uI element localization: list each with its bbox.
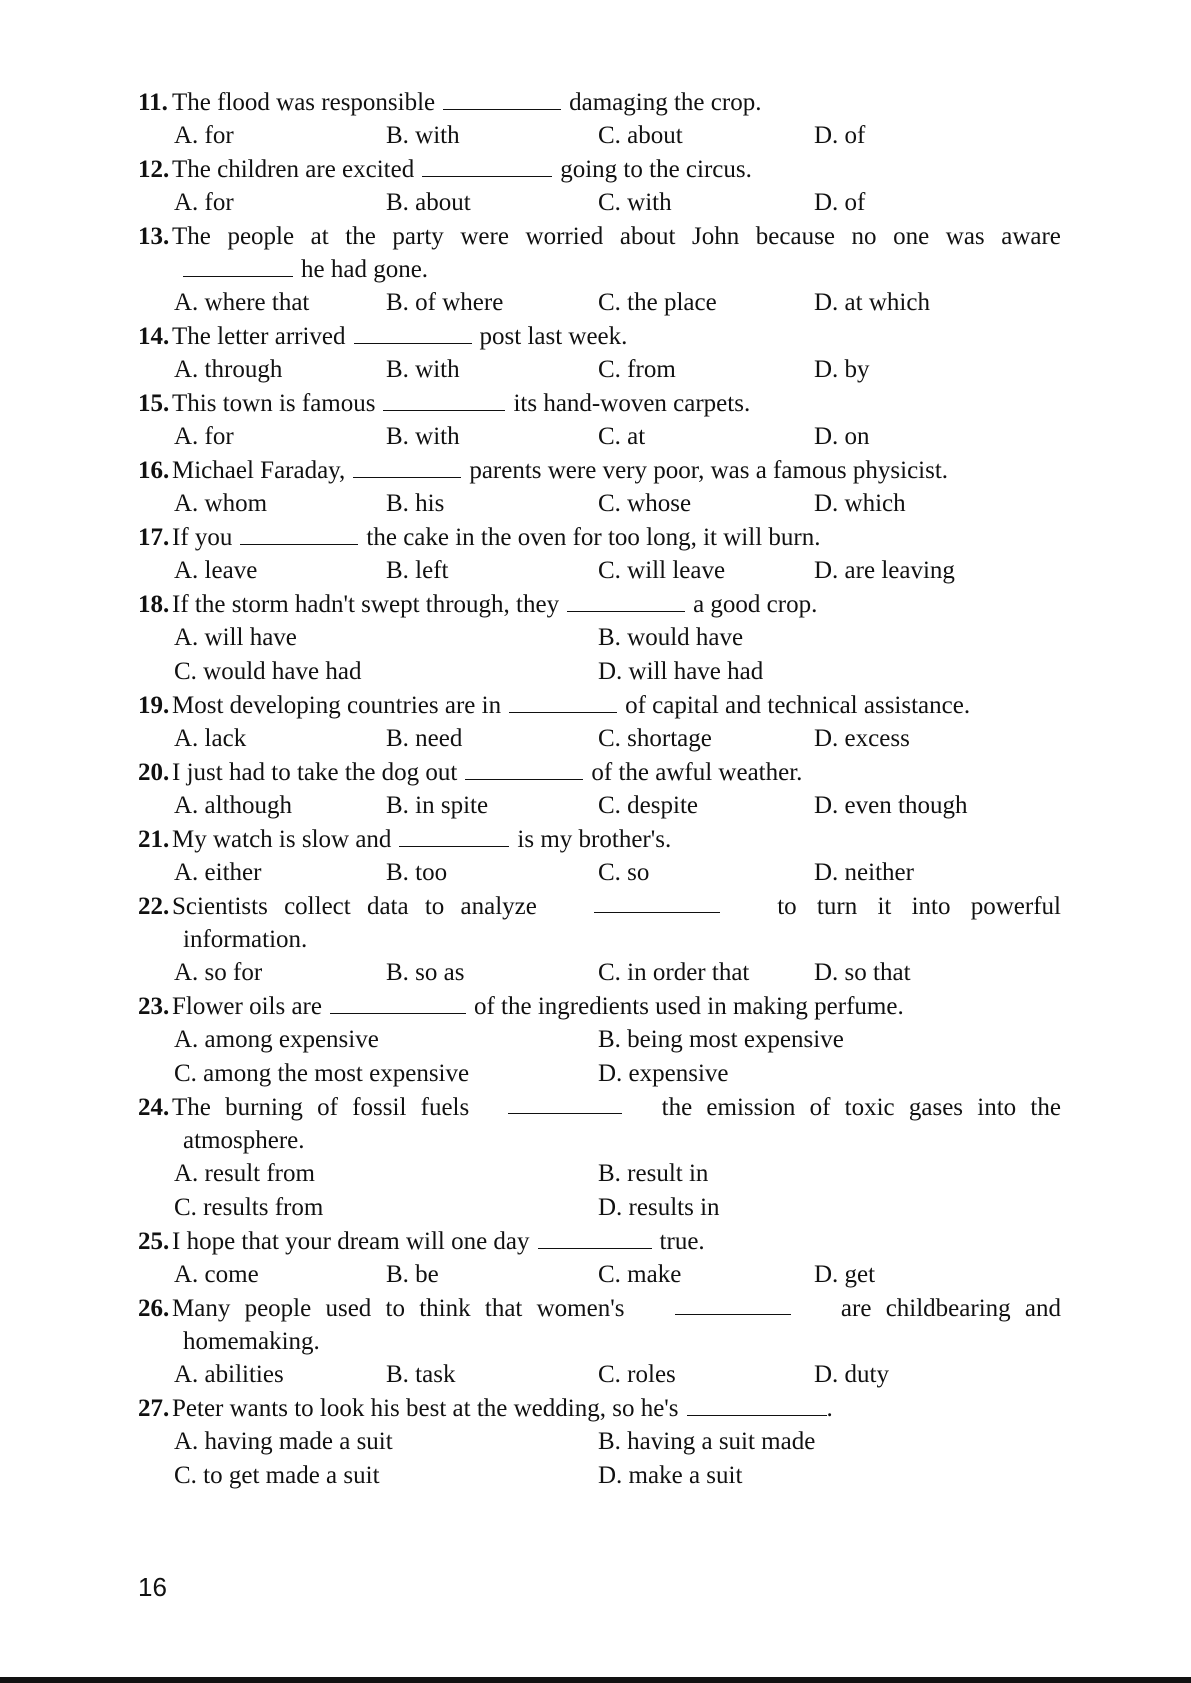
- option-b: B. would have: [598, 624, 744, 651]
- answer-blank: [508, 1091, 622, 1114]
- option-a: A. where that: [174, 289, 310, 316]
- bottom-border: [0, 1677, 1191, 1683]
- answer-blank: [383, 388, 505, 411]
- answer-blank: [675, 1292, 791, 1315]
- question-26: [138, 1292, 1061, 1392]
- question-number: 13.: [138, 223, 170, 250]
- option-d: D. by: [814, 356, 870, 383]
- answer-blank: [422, 154, 552, 177]
- option-c: C. from: [598, 356, 676, 383]
- question-stem: 25. I hope that your dream will one day true.: [138, 1225, 1061, 1258]
- option-b: B. be: [386, 1261, 439, 1288]
- option-d: D. get: [814, 1261, 876, 1288]
- option-b: B. about: [386, 189, 471, 216]
- option-a: A. having made a suit: [174, 1428, 393, 1455]
- option-c: C. the place: [598, 289, 717, 316]
- option-d: D. so that: [814, 959, 911, 986]
- option-c: C. to get made a suit: [174, 1462, 380, 1489]
- option-b: B. of where: [386, 289, 504, 316]
- stem-word: the: [345, 223, 376, 250]
- option-a: A. abilities: [174, 1361, 284, 1388]
- options: [138, 186, 1061, 220]
- page-number: 16: [138, 1572, 167, 1602]
- stem-continuation: homemaking.: [183, 1328, 320, 1355]
- question-13: [138, 220, 1061, 320]
- option-d: D. results in: [598, 1194, 720, 1221]
- options: [138, 1023, 1061, 1091]
- question-23: [138, 990, 1061, 1091]
- stem-word: people: [227, 223, 295, 250]
- options: [138, 1157, 1061, 1225]
- options: [138, 722, 1061, 756]
- option-a: A. leave: [174, 557, 258, 584]
- answer-blank: [399, 824, 509, 847]
- question-22: [138, 890, 1061, 990]
- answer-blank: [443, 87, 561, 110]
- option-b: B. being most expensive: [598, 1026, 844, 1053]
- answer-blank: [687, 1393, 827, 1416]
- question-number: 16.: [138, 457, 170, 484]
- stem-word: The: [172, 223, 211, 250]
- question-stem: 22. Scientists collect data to analyze to turn it into powerful: [138, 890, 1061, 923]
- stem-word: one: [893, 223, 930, 250]
- question-stem: 12. The children are excited going to the circus.: [138, 153, 1061, 186]
- option-a: A. for: [174, 122, 234, 149]
- option-d: D. are leaving: [814, 557, 955, 584]
- answer-blank: [183, 254, 293, 277]
- option-a: A. either: [174, 859, 262, 886]
- question-number: 18.: [138, 591, 170, 618]
- option-a: A. come: [174, 1261, 259, 1288]
- question-20: [138, 756, 1061, 823]
- stem-word: no: [851, 223, 877, 250]
- answer-blank: [330, 991, 466, 1014]
- question-21: [138, 823, 1061, 890]
- question-14: [138, 320, 1061, 387]
- option-c: C. make: [598, 1261, 682, 1288]
- question-stem: 16. Michael Faraday, parents were very poor, was a famous physicist.: [138, 454, 1061, 487]
- question-15: [138, 387, 1061, 454]
- stem-word: about: [619, 223, 676, 250]
- option-a: A. for: [174, 423, 234, 450]
- options: [138, 856, 1061, 890]
- option-a: A. will have: [174, 624, 297, 651]
- answer-blank: [240, 522, 358, 545]
- option-c: C. about: [598, 122, 683, 149]
- question-stem: [138, 220, 1061, 253]
- question-number: 15.: [138, 390, 170, 417]
- option-c: C. shortage: [598, 725, 712, 752]
- option-c: C. with: [598, 189, 672, 216]
- question-number: 11.: [138, 89, 168, 116]
- option-b: B. task: [386, 1361, 456, 1388]
- options: [138, 554, 1061, 588]
- option-b: B. with: [386, 122, 460, 149]
- question-16: [138, 454, 1061, 521]
- option-a: A. through: [174, 356, 283, 383]
- answer-blank: [567, 589, 685, 612]
- stem-continuation: he had gone.: [138, 253, 1061, 286]
- options: [138, 789, 1061, 823]
- option-d: D. neither: [814, 859, 914, 886]
- answer-blank: [354, 321, 472, 344]
- option-c: C. would have had: [174, 658, 362, 685]
- question-11: [138, 86, 1061, 153]
- option-c: C. will leave: [598, 557, 726, 584]
- option-d: D. excess: [814, 725, 910, 752]
- options: [138, 119, 1061, 153]
- option-d: D. of: [814, 189, 866, 216]
- option-b: B. with: [386, 423, 460, 450]
- question-stem: 11. The flood was responsible damaging the crop.: [138, 86, 1061, 119]
- options: [138, 286, 1061, 320]
- question-number: 27.: [138, 1395, 170, 1422]
- option-d: D. at which: [814, 289, 930, 316]
- answer-blank: [538, 1226, 652, 1249]
- question-stem: 24. The burning of fossil fuels the emission of toxic gases into the: [138, 1091, 1061, 1124]
- question-stem: 26. Many people used to think that women's are childbearing and: [138, 1292, 1061, 1325]
- question-stem: 15. This town is famous its hand-woven carpets.: [138, 387, 1061, 420]
- answer-blank: [353, 455, 461, 478]
- option-b: B. his: [386, 490, 445, 517]
- option-c: C. at: [598, 423, 646, 450]
- option-a: A. for: [174, 189, 234, 216]
- question-number: 12.: [138, 156, 170, 183]
- question-number: 20.: [138, 759, 170, 786]
- option-b: B. having a suit made: [598, 1428, 816, 1455]
- option-c: C. despite: [598, 792, 698, 819]
- stem-word: was: [945, 223, 985, 250]
- option-b: B. result in: [598, 1160, 709, 1187]
- option-c: C. roles: [598, 1361, 676, 1388]
- option-c: C. among the most expensive: [174, 1060, 470, 1087]
- question-number: 25.: [138, 1228, 170, 1255]
- options: [138, 956, 1061, 990]
- stem-word: aware: [1001, 223, 1061, 250]
- question-stem: 20. I just had to take the dog out of the awful weather.: [138, 756, 1061, 789]
- question-list: [138, 86, 1061, 1493]
- option-b: B. with: [386, 356, 460, 383]
- question-number: 19.: [138, 692, 170, 719]
- option-a: A. result from: [174, 1160, 315, 1187]
- question-number: 23.: [138, 993, 170, 1020]
- option-a: A. although: [174, 792, 293, 819]
- option-d: D. duty: [814, 1361, 889, 1388]
- answer-blank: [465, 757, 583, 780]
- question-17: [138, 521, 1061, 588]
- stem-word: because: [755, 223, 835, 250]
- options: [138, 1258, 1061, 1292]
- option-d: D. of: [814, 122, 866, 149]
- option-a: A. among expensive: [174, 1026, 379, 1053]
- option-c: C. whose: [598, 490, 692, 517]
- question-stem: 21. My watch is slow and is my brother's.: [138, 823, 1061, 856]
- option-c: C. so: [598, 859, 650, 886]
- question-stem: 27. Peter wants to look his best at the wedding, so he's .: [138, 1392, 1061, 1425]
- question-24: [138, 1091, 1061, 1225]
- question-19: [138, 689, 1061, 756]
- question-18: [138, 588, 1061, 689]
- option-d: D. on: [814, 423, 870, 450]
- option-d: D. make a suit: [598, 1462, 743, 1489]
- stem-word: party: [392, 223, 444, 250]
- question-number: 22.: [138, 893, 170, 920]
- option-b: B. in spite: [386, 792, 489, 819]
- question-number: 26.: [138, 1295, 170, 1322]
- stem-word: worried: [525, 223, 604, 250]
- question-25: [138, 1225, 1061, 1292]
- question-27: [138, 1392, 1061, 1493]
- option-a: A. whom: [174, 490, 268, 517]
- stem-line-1: [172, 220, 1061, 253]
- options: [138, 1425, 1061, 1493]
- option-a: A. lack: [174, 725, 247, 752]
- option-b: B. left: [386, 557, 449, 584]
- option-b: B. so as: [386, 959, 465, 986]
- option-d: D. will have had: [598, 658, 764, 685]
- question-number: 21.: [138, 826, 170, 853]
- stem-continuation: information.: [183, 926, 308, 953]
- question-stem: 19. Most developing countries are in of capital and technical assistance.: [138, 689, 1061, 722]
- stem-word: were: [460, 223, 509, 250]
- options: [138, 420, 1061, 454]
- options: [138, 1358, 1061, 1392]
- option-d: D. which: [814, 490, 906, 517]
- options: [138, 487, 1061, 521]
- question-stem: 18. If the storm hadn't swept through, they a good crop.: [138, 588, 1061, 621]
- answer-blank: [509, 690, 617, 713]
- question-stem: 17. If you the cake in the oven for too long, it will burn.: [138, 521, 1061, 554]
- option-b: B. too: [386, 859, 448, 886]
- question-number: 14.: [138, 323, 170, 350]
- question-stem: 14. The letter arrived post last week.: [138, 320, 1061, 353]
- answer-blank: [594, 890, 720, 913]
- stem-word: John: [691, 223, 740, 250]
- question-12: [138, 153, 1061, 220]
- question-number: 24.: [138, 1094, 170, 1121]
- options: [138, 621, 1061, 689]
- option-a: A. so for: [174, 959, 263, 986]
- question-number: 17.: [138, 524, 170, 551]
- option-c: C. in order that: [598, 959, 750, 986]
- option-d: D. even though: [814, 792, 968, 819]
- option-b: B. need: [386, 725, 463, 752]
- stem-word: at: [310, 223, 329, 250]
- option-d: D. expensive: [598, 1060, 729, 1087]
- options: [138, 353, 1061, 387]
- option-c: C. results from: [174, 1194, 324, 1221]
- question-stem: 23. Flower oils are of the ingredients used in making perfume.: [138, 990, 1061, 1023]
- stem-continuation: atmosphere.: [183, 1127, 305, 1154]
